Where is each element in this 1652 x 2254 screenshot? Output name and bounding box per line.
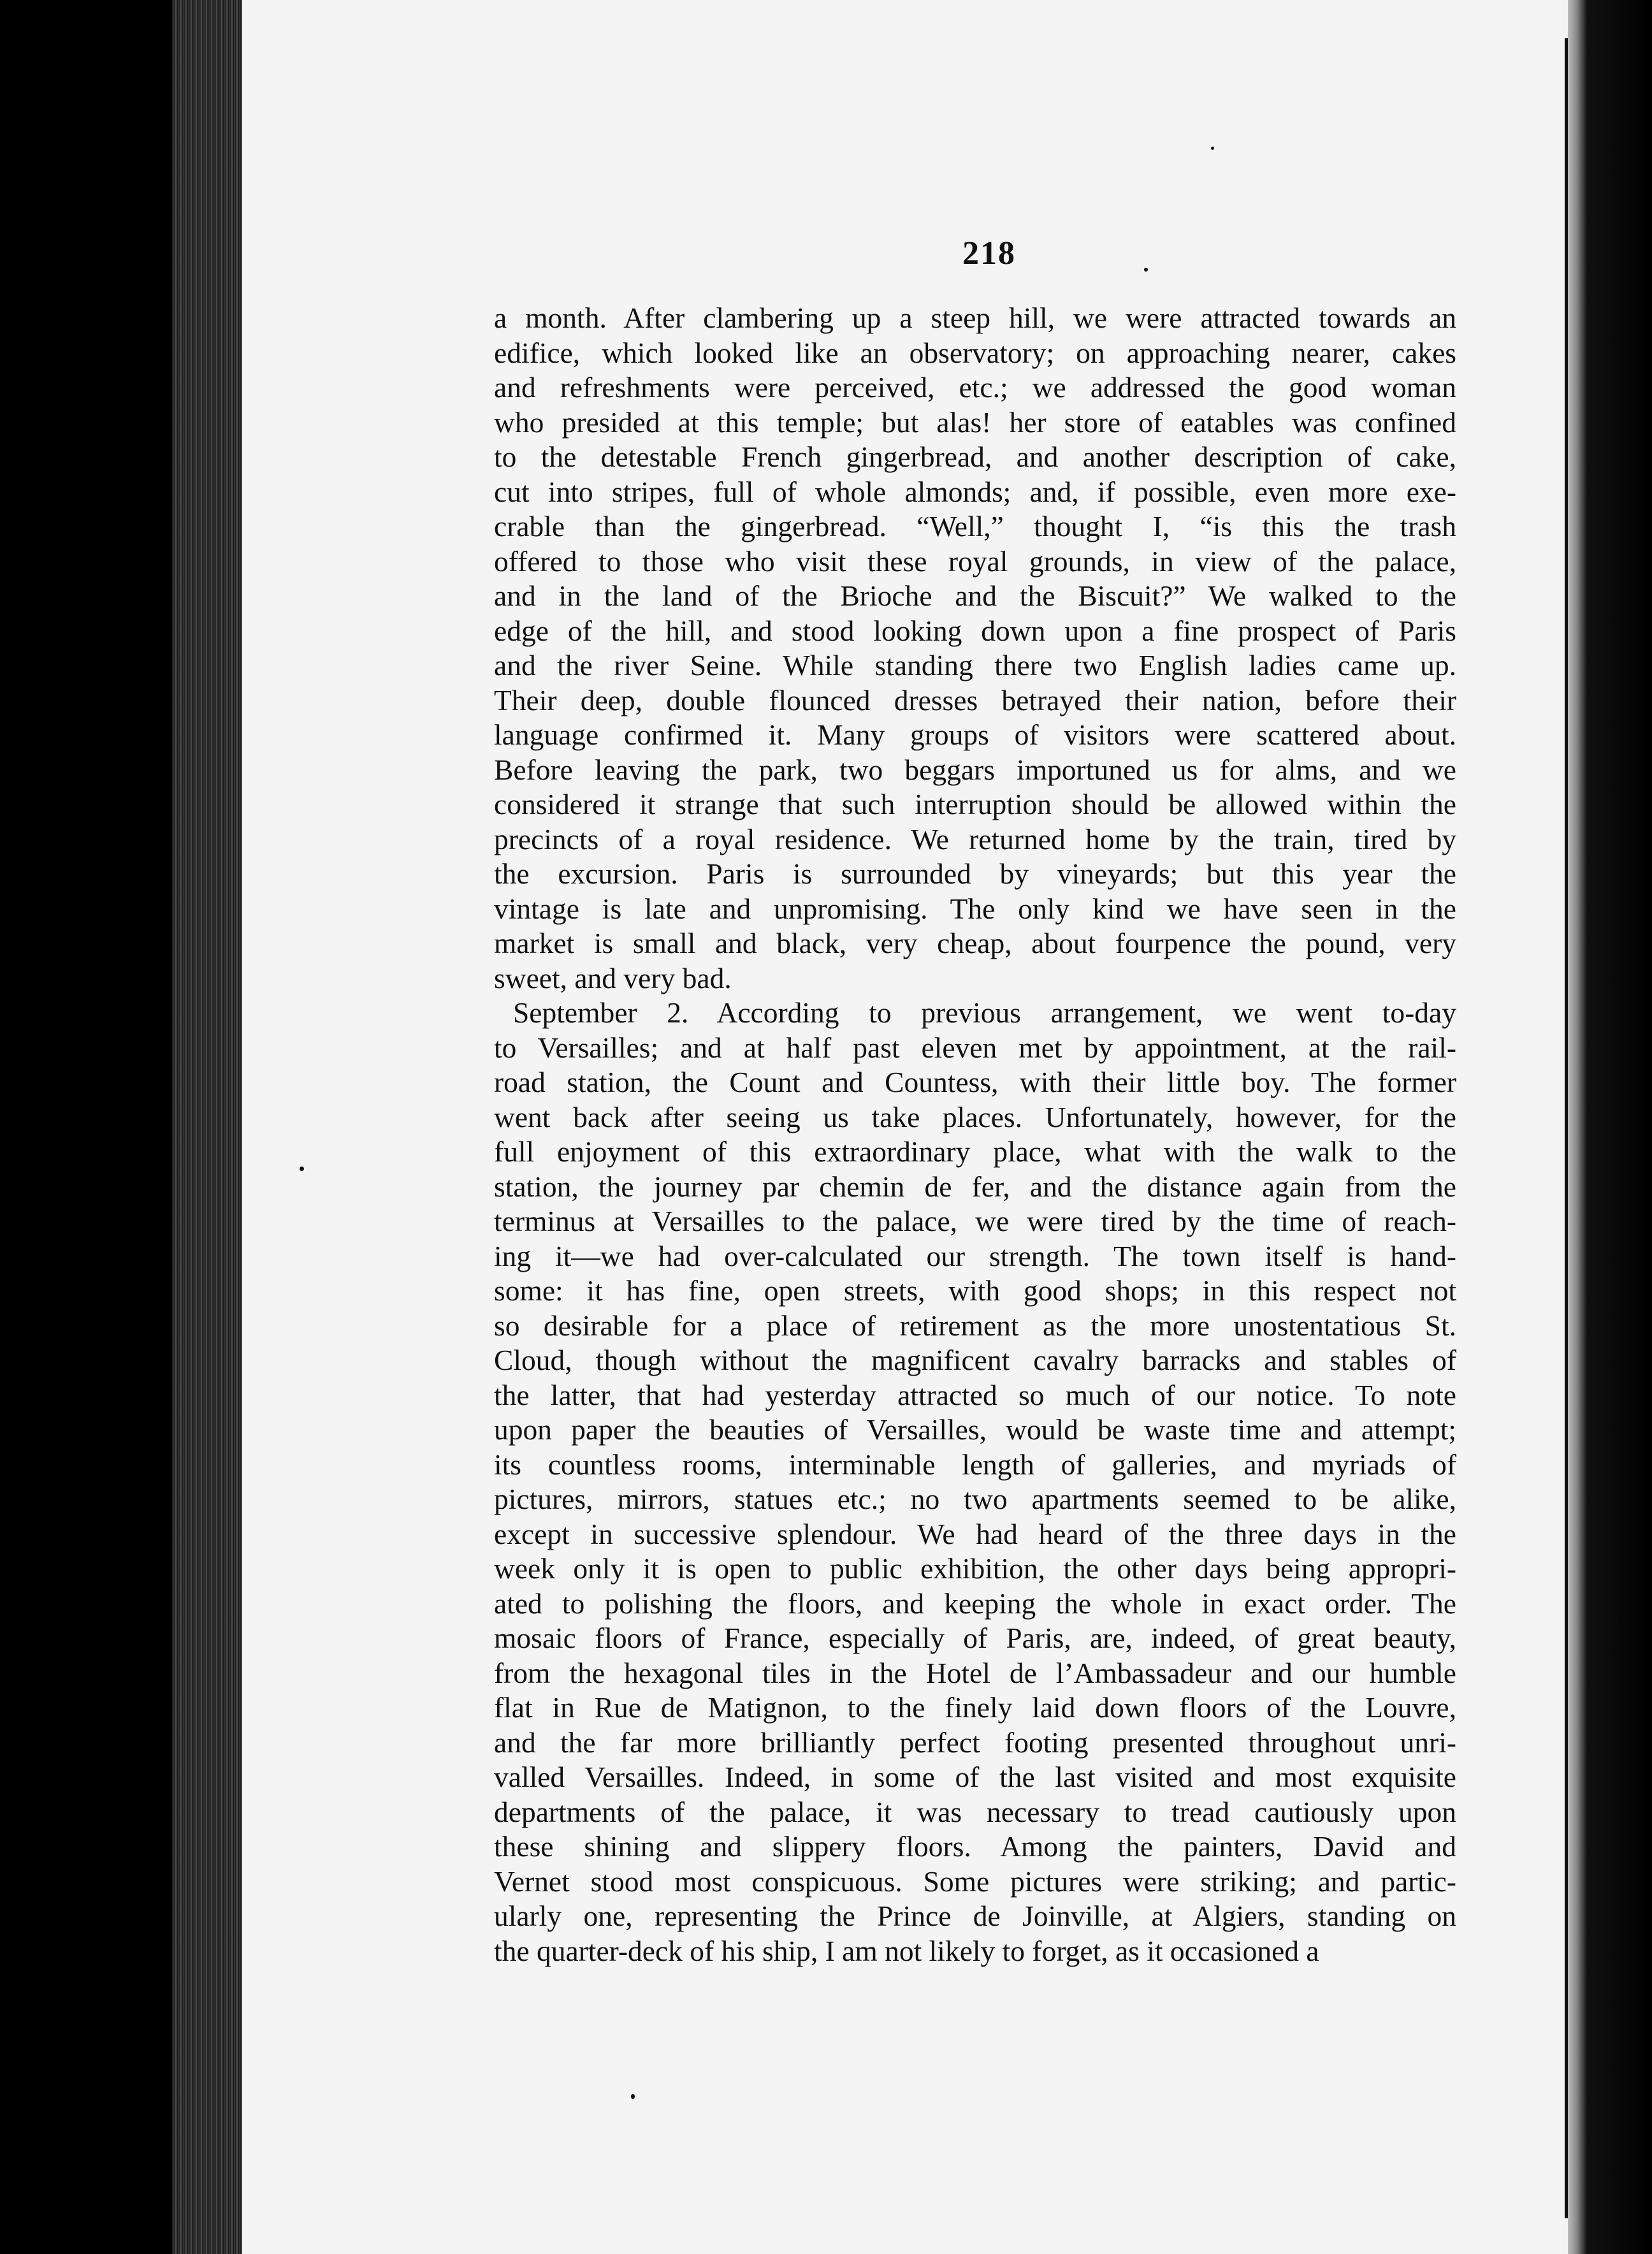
text-line: some: it has fine, open streets, with good shops; in this respect not: [494, 1274, 1456, 1307]
text-line: ated to polishing the floors, and keeping the whole in exact order. The: [494, 1587, 1456, 1620]
text-line: terminus at Versailles to the palace, we were tired by the time of reach-: [494, 1205, 1456, 1237]
page-shadow: [1568, 0, 1652, 2254]
text-line: departments of the palace, it was necessary to tread cautiously upon: [494, 1795, 1456, 1828]
text-line: to the detestable French gingerbread, and another description of cake,: [494, 440, 1456, 473]
text-line: Before leaving the park, two beggars importuned us for alms, and we: [494, 753, 1456, 786]
text-line: considered it strange that such interruption should be allowed within the: [494, 788, 1456, 820]
text-line: and refreshments were perceived, etc.; we addressed the good woman: [494, 371, 1456, 404]
text-line: sweet, and very bad.: [494, 961, 732, 994]
text-line: edifice, which looked like an observatory; on approaching nearer, cakes: [494, 336, 1456, 369]
text-line: Cloud, though without the magnificent cavalry barracks and stables of: [494, 1344, 1456, 1376]
text-line: the quarter-deck of his ship, I am not likely to forget, as it occasioned a: [494, 1934, 1319, 1967]
text-line: Their deep, double flounced dresses betrayed their nation, before their: [494, 683, 1456, 716]
text-line: so desirable for a place of retirement as the more unostentatious St.: [494, 1309, 1456, 1342]
text-line: except in successive splendour. We had heard of the three days in the: [494, 1517, 1456, 1550]
text-line: week only it is open to public exhibition, the other days being appropri-: [494, 1552, 1456, 1585]
text-line: cut into stripes, full of whole almonds; and, if possible, even more exe-: [494, 475, 1456, 508]
text-line: pictures, mirrors, statues etc.; no two apartments seemed to be alike,: [494, 1483, 1456, 1515]
text-line: ularly one, representing the Prince de Joinville, at Algiers, standing on: [494, 1900, 1456, 1932]
text-line: September 2. According to previous arrangement, we went to-day: [513, 996, 1456, 1029]
text-line: who presided at this temple; but alas! her store of eatables was confined: [494, 405, 1456, 439]
paragraph-1: [494, 301, 1456, 996]
text-line: offered to those who visit these royal grounds, in view of the palace,: [494, 544, 1456, 578]
text-line: Vernet stood most conspicuous. Some pictures were striking; and partic-: [494, 1865, 1456, 1898]
text-line: flat in Rue de Matignon, to the finely laid down floors of the Louvre,: [494, 1691, 1456, 1724]
text-line: went back after seeing us take places. Unfortunately, however, for the: [494, 1100, 1456, 1133]
text-line: station, the journey par chemin de fer, and the distance again from the: [494, 1170, 1456, 1203]
text-line: market is small and black, very cheap, about fourpence the pound, very: [494, 927, 1456, 959]
text-line: its countless rooms, interminable length of galleries, and myriads of: [494, 1448, 1456, 1481]
text-line: and the river Seine. While standing there two English ladies came up.: [494, 649, 1456, 681]
text-line: a month. After clambering up a steep hill, we were attracted towards an: [494, 302, 1456, 334]
body-text: [494, 301, 1456, 1968]
scan-speck: [1144, 268, 1148, 272]
text-line: the latter, that had yesterday attracted so much of our notice. To note: [494, 1378, 1456, 1411]
text-line: ing it—we had over-calculated our strength. The town itself is hand-: [494, 1239, 1456, 1272]
text-line: to Versailles; and at half past eleven met by appointment, at the rail-: [494, 1031, 1456, 1064]
text-line: vintage is late and unpromising. The only kind we have seen in the: [494, 892, 1456, 925]
text-line: and in the land of the Brioche and the Biscuit?” We walked to the: [494, 579, 1456, 612]
text-line: crable than the gingerbread. “Well,” thought I, “is this the trash: [494, 510, 1456, 542]
text-line: and the far more brilliantly perfect footing presented throughout unri-: [494, 1726, 1456, 1759]
text-line: from the hexagonal tiles in the Hotel de l’Ambassadeur and our humble: [494, 1656, 1456, 1689]
scan-speck: [300, 1167, 304, 1171]
paragraph-2: [494, 996, 1456, 1968]
scan-speck: [1211, 147, 1214, 150]
text-line: these shining and slippery floors. Among the painters, David and: [494, 1830, 1456, 1863]
text-line: valled Versailles. Indeed, in some of the last visited and most exquisite: [494, 1761, 1456, 1793]
text-line: edge of the hill, and stood looking down upon a fine prospect of Paris: [494, 614, 1456, 647]
text-line: road station, the Count and Countess, with their little boy. The former: [494, 1066, 1456, 1098]
page-number: 218: [962, 235, 1016, 272]
text-line: mosaic floors of France, especially of Paris, are, indeed, of great beauty,: [494, 1622, 1456, 1654]
text-line: precincts of a royal residence. We returned home by the train, tired by: [494, 822, 1456, 855]
text-line: full enjoyment of this extraordinary place, what with the walk to the: [494, 1135, 1456, 1168]
text-line: upon paper the beauties of Versailles, would be waste time and attempt;: [494, 1413, 1456, 1446]
text-line: the excursion. Paris is surrounded by vineyards; but this year the: [494, 857, 1456, 890]
text-line: language confirmed it. Many groups of visitors were scattered about.: [494, 718, 1456, 751]
scan-speck: [631, 2094, 635, 2099]
